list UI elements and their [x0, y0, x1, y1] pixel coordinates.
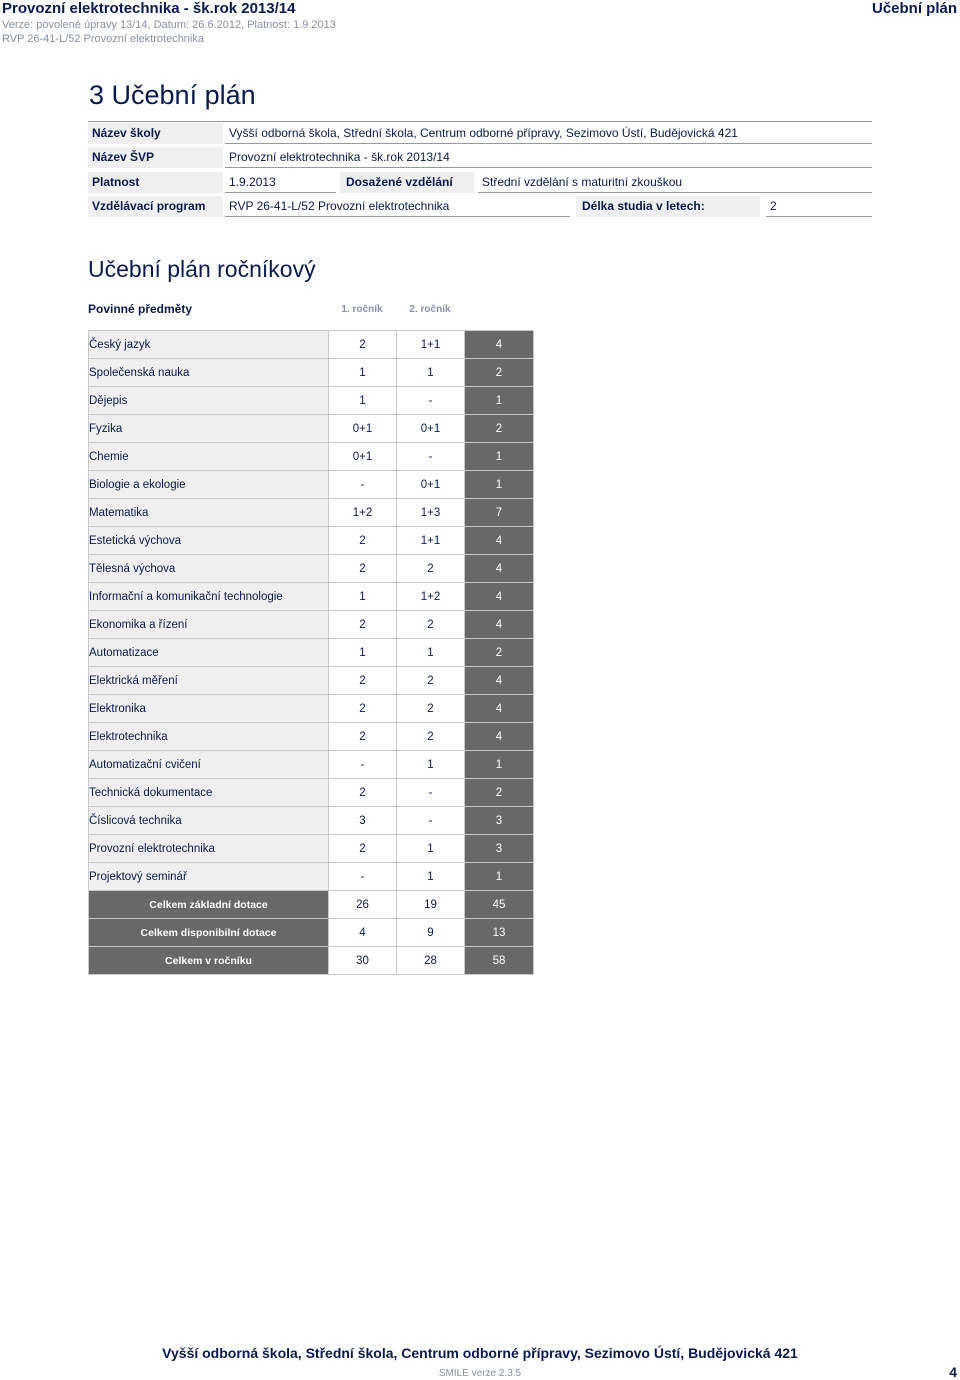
subject-name: Fyzika — [89, 415, 329, 443]
year1-hours: 0+1 — [329, 443, 397, 471]
version-line: Verze: povolené úpravy 13/14, Datum: 26.6.2012, Platnost: 1.9.2013 — [2, 19, 336, 31]
year2-hours: 2 — [397, 695, 465, 723]
year2-hours: 28 — [397, 947, 465, 975]
school-name-label: Název školy — [88, 123, 223, 144]
summary-row — [89, 891, 534, 919]
total-hours: 4 — [465, 331, 534, 359]
year2-hours: 0+1 — [397, 415, 465, 443]
summary-row — [89, 919, 534, 947]
year2-hours: 1 — [397, 639, 465, 667]
year1-hours: 1+2 — [329, 499, 397, 527]
total-hours: 4 — [465, 667, 534, 695]
table-row — [89, 415, 534, 443]
subject-name: Informační a komunikační technologie — [89, 583, 329, 611]
subject-name: Matematika — [89, 499, 329, 527]
svp-name-value: Provozní elektrotechnika - šk.rok 2013/14 — [225, 147, 872, 168]
year1-hours: 1 — [329, 583, 397, 611]
study-length-value: 2 — [766, 196, 872, 217]
year2-hours: 2 — [397, 555, 465, 583]
year2-hours: - — [397, 387, 465, 415]
program-label: Vzdělávací program — [88, 196, 223, 217]
table-row — [89, 527, 534, 555]
year2-hours: 2 — [397, 667, 465, 695]
year1-hours: - — [329, 863, 397, 891]
subject-name: Elektronika — [89, 695, 329, 723]
table-row — [89, 807, 534, 835]
subject-name: Provozní elektrotechnika — [89, 835, 329, 863]
year1-hours: 1 — [329, 359, 397, 387]
year1-hours: 2 — [329, 527, 397, 555]
year1-hours: 2 — [329, 695, 397, 723]
study-length-label: Délka studia v letech: — [576, 196, 760, 217]
year2-hours: 2 — [397, 611, 465, 639]
subject-name: Biologie a ekologie — [89, 471, 329, 499]
validity-value: 1.9.2013 — [225, 172, 336, 193]
footer-school: Vyšší odborná škola, Střední škola, Centrum odborné přípravy, Sezimovo Ústí, Budějovická 421 — [162, 1345, 798, 1361]
table-row — [89, 499, 534, 527]
table-row — [89, 555, 534, 583]
table-row — [89, 723, 534, 751]
subject-name: Společenská nauka — [89, 359, 329, 387]
summary-label: Celkem základní dotace — [89, 891, 329, 919]
table-row — [89, 331, 534, 359]
table-row — [89, 387, 534, 415]
year1-hours: 2 — [329, 611, 397, 639]
total-hours: 45 — [465, 891, 534, 919]
total-hours: 3 — [465, 835, 534, 863]
table-row — [89, 863, 534, 891]
year2-hours: 0+1 — [397, 471, 465, 499]
table-row — [89, 639, 534, 667]
footer-software: SMILE verze 2.3.5 — [438, 1368, 522, 1379]
year2-hours: 1 — [397, 751, 465, 779]
year2-hours: 2 — [397, 723, 465, 751]
year2-hours: - — [397, 807, 465, 835]
table-row — [89, 835, 534, 863]
subject-name: Tělesná výchova — [89, 555, 329, 583]
plan-title: Učební plán ročníkový — [88, 256, 316, 282]
year1-hours: 4 — [329, 919, 397, 947]
year2-hours: - — [397, 779, 465, 807]
year1-hours: 2 — [329, 331, 397, 359]
total-hours: 2 — [465, 779, 534, 807]
year1-hours: 2 — [329, 555, 397, 583]
total-hours: 2 — [465, 415, 534, 443]
education-label: Dosažené vzdělání — [340, 172, 474, 193]
rvp-line: RVP 26-41-L/52 Provozní elektrotechnika — [2, 33, 204, 45]
year1-hours: 3 — [329, 807, 397, 835]
total-hours: 4 — [465, 555, 534, 583]
total-hours: 4 — [465, 723, 534, 751]
year2-hours: 19 — [397, 891, 465, 919]
year2-hours: 9 — [397, 919, 465, 947]
total-hours: 1 — [465, 387, 534, 415]
subject-name: Chemie — [89, 443, 329, 471]
table-row — [89, 611, 534, 639]
year1-hours: 26 — [329, 891, 397, 919]
total-hours: 1 — [465, 751, 534, 779]
page-number: 4 — [949, 1364, 957, 1380]
subject-name: Elektrická měření — [89, 667, 329, 695]
table-row — [89, 667, 534, 695]
subject-name: Český jazyk — [89, 331, 329, 359]
year2-hours: 1 — [397, 359, 465, 387]
year1-hours: - — [329, 471, 397, 499]
table-row — [89, 779, 534, 807]
subject-name: Ekonomika a řízení — [89, 611, 329, 639]
total-hours: 2 — [465, 359, 534, 387]
year1-hours: 1 — [329, 639, 397, 667]
curriculum-table — [88, 330, 534, 975]
subjects-column-header: Povinné předměty — [88, 302, 193, 316]
total-hours: 4 — [465, 695, 534, 723]
year2-hours: 1+1 — [397, 331, 465, 359]
year2-hours: 1+2 — [397, 583, 465, 611]
table-row — [89, 695, 534, 723]
year2-hours: 1+3 — [397, 499, 465, 527]
total-hours: 13 — [465, 919, 534, 947]
subject-name: Automatizace — [89, 639, 329, 667]
validity-label: Platnost — [88, 172, 223, 193]
total-hours: 4 — [465, 583, 534, 611]
page-title: 3 Učební plán — [89, 80, 256, 110]
table-row — [89, 471, 534, 499]
year2-hours: 1 — [397, 863, 465, 891]
summary-label: Celkem disponibilní dotace — [89, 919, 329, 947]
total-hours: 7 — [465, 499, 534, 527]
total-hours: 1 — [465, 863, 534, 891]
program-value: RVP 26-41-L/52 Provozní elektrotechnika — [225, 196, 570, 217]
year1-hours: - — [329, 751, 397, 779]
year1-hours: 2 — [329, 779, 397, 807]
education-value: Střední vzdělání s maturitní zkouškou — [478, 172, 872, 193]
year1-hours: 1 — [329, 387, 397, 415]
document-title: Provozní elektrotechnika - šk.rok 2013/14 — [2, 0, 296, 17]
year1-hours: 30 — [329, 947, 397, 975]
summary-row — [89, 947, 534, 975]
total-hours: 3 — [465, 807, 534, 835]
subject-name: Estetická výchova — [89, 527, 329, 555]
total-hours: 4 — [465, 611, 534, 639]
table-row — [89, 443, 534, 471]
year2-hours: - — [397, 443, 465, 471]
svp-name-label: Název ŠVP — [88, 147, 223, 168]
section-label: Učební plán — [871, 0, 957, 17]
subject-name: Automatizační cvičení — [89, 751, 329, 779]
year1-hours: 2 — [329, 835, 397, 863]
total-hours: 58 — [465, 947, 534, 975]
year1-column-header: 1. ročník — [341, 304, 383, 315]
summary-label: Celkem v ročníku — [89, 947, 329, 975]
total-hours: 1 — [465, 443, 534, 471]
total-hours: 4 — [465, 527, 534, 555]
total-hours: 2 — [465, 639, 534, 667]
table-row — [89, 583, 534, 611]
year2-column-header: 2. ročník — [409, 304, 451, 315]
table-row — [89, 359, 534, 387]
year2-hours: 1 — [397, 835, 465, 863]
year1-hours: 0+1 — [329, 415, 397, 443]
year2-hours: 1+1 — [397, 527, 465, 555]
subject-name: Číslicová technika — [89, 807, 329, 835]
year1-hours: 2 — [329, 723, 397, 751]
school-name-value: Vyšší odborná škola, Střední škola, Centrum odborné přípravy, Sezimovo Ústí, Budějovická 421 — [225, 123, 872, 144]
subject-name: Technická dokumentace — [89, 779, 329, 807]
subject-name: Elektrotechnika — [89, 723, 329, 751]
table-row — [89, 751, 534, 779]
subject-name: Dějepis — [89, 387, 329, 415]
year1-hours: 2 — [329, 667, 397, 695]
total-hours: 1 — [465, 471, 534, 499]
subject-name: Projektový seminář — [89, 863, 329, 891]
